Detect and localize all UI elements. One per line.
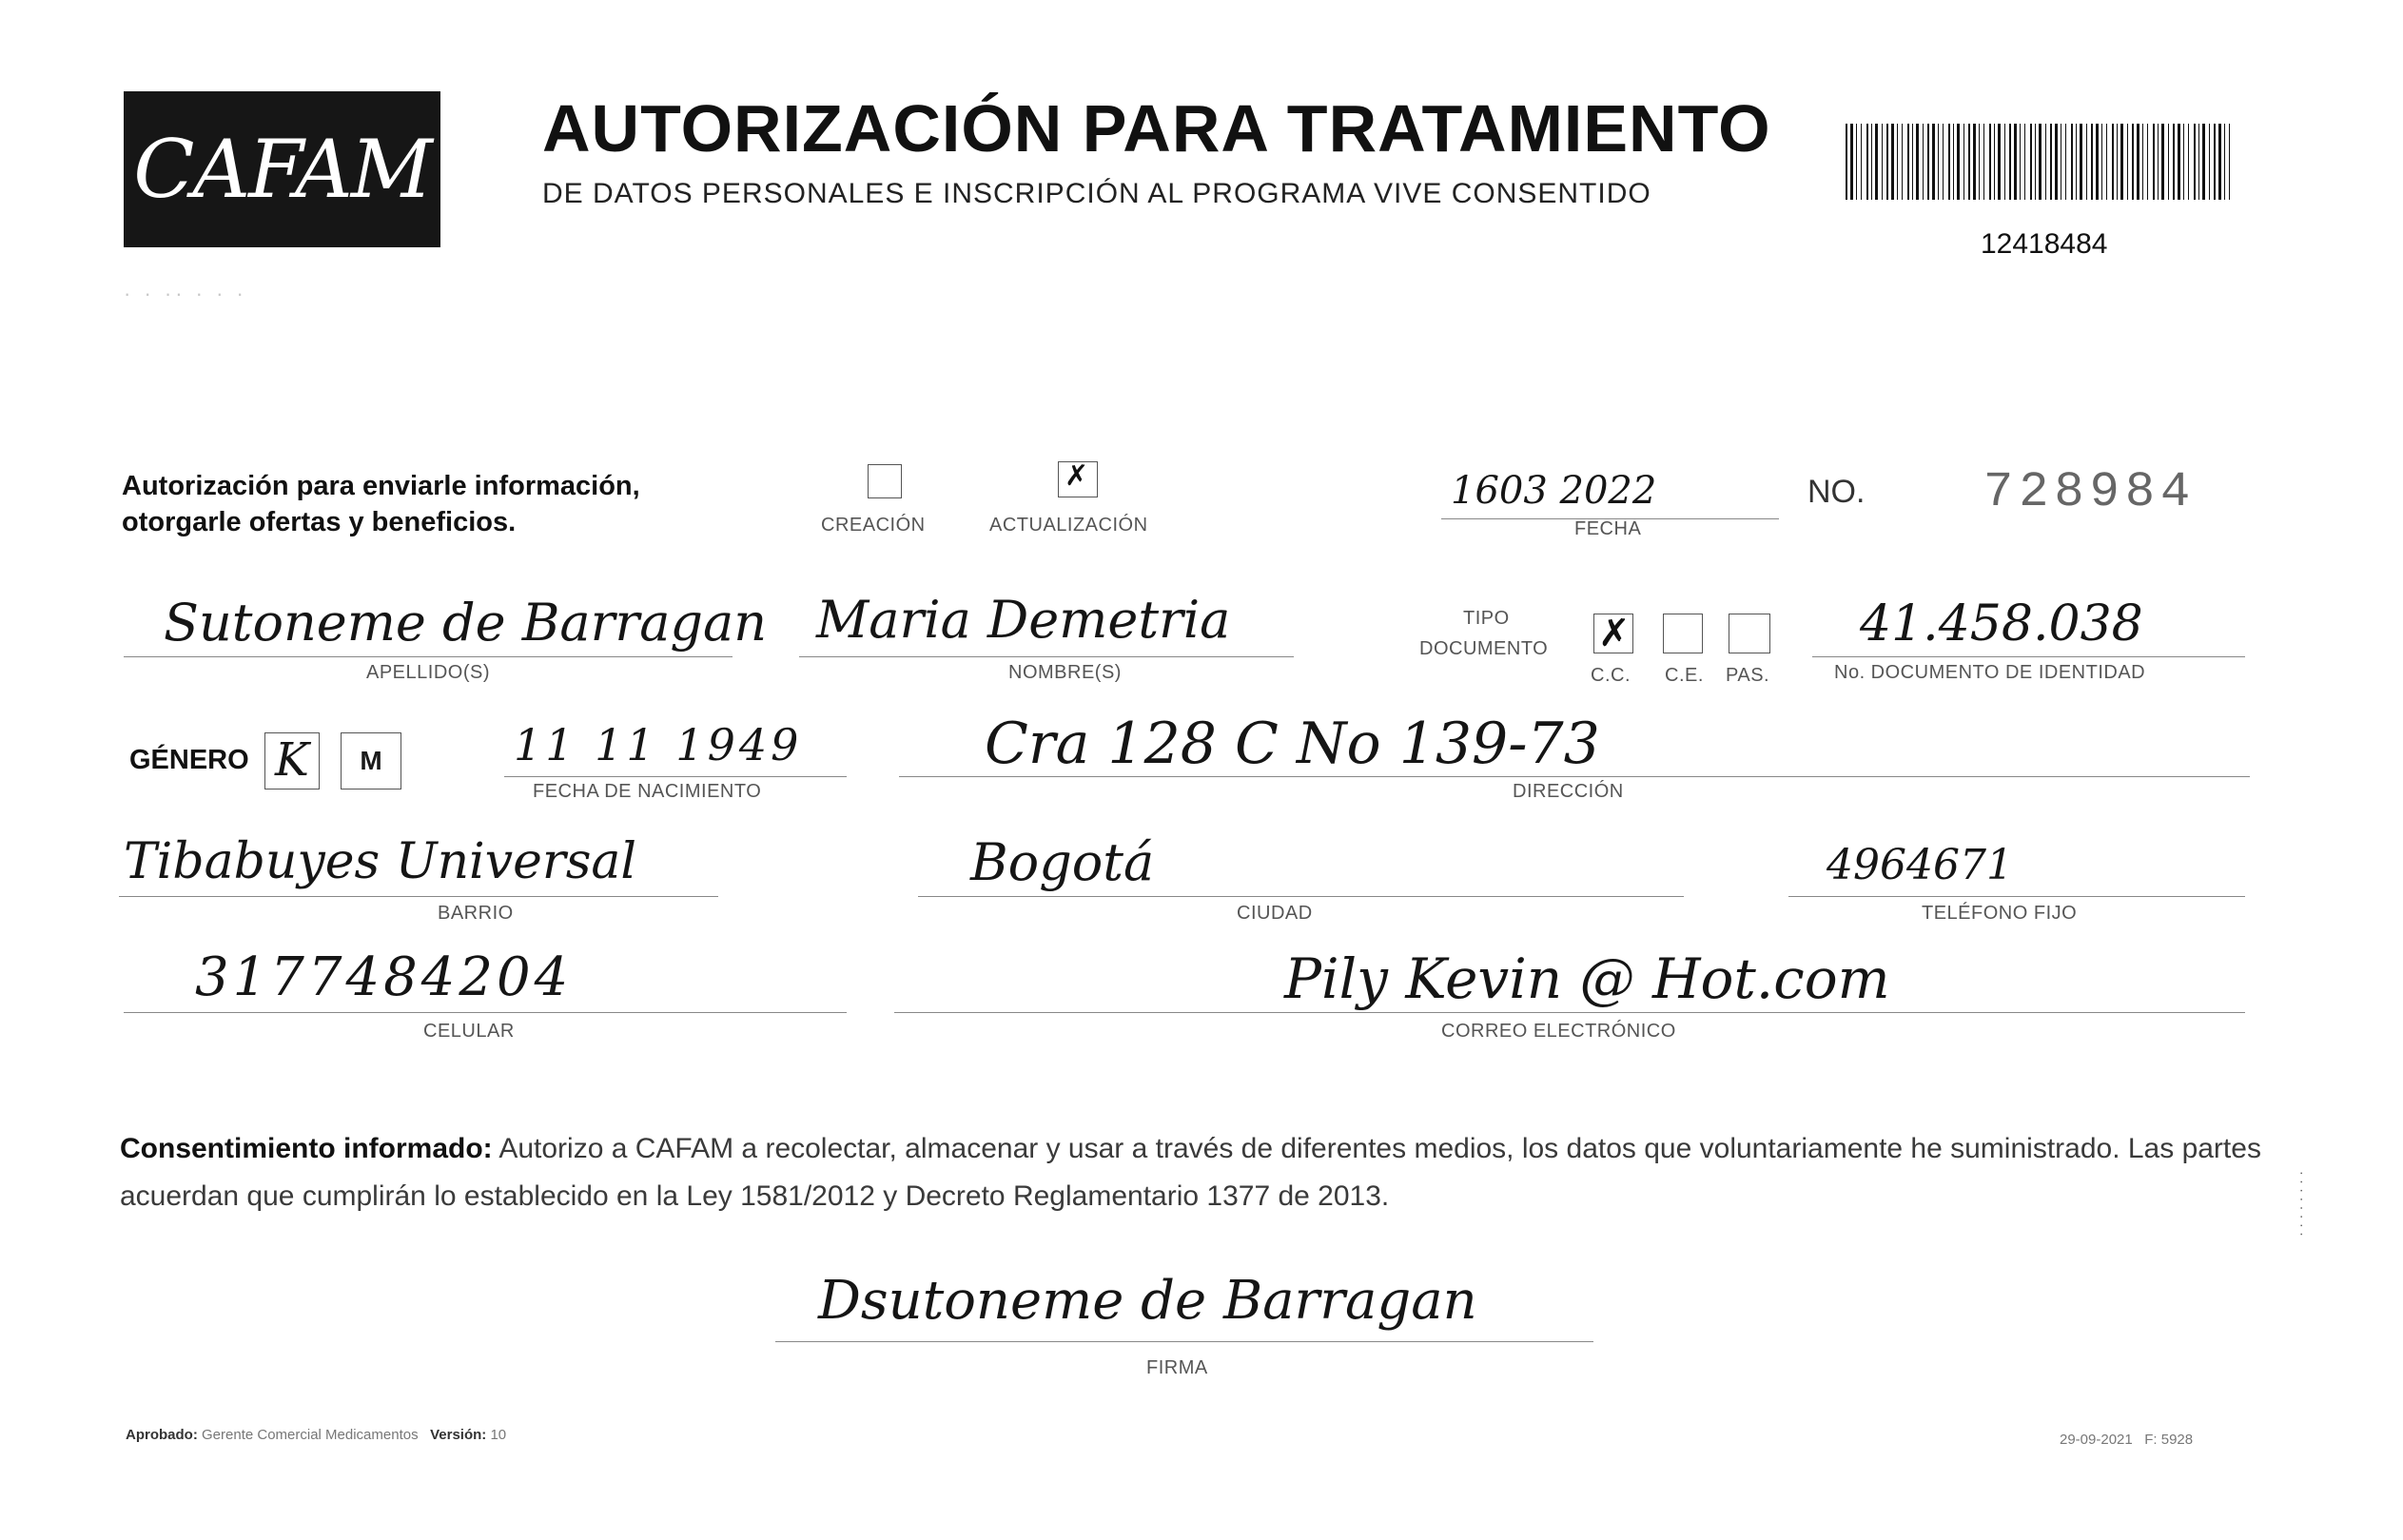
barcode-bar [1983,124,1984,200]
version-label: Versión: [430,1427,487,1443]
barcode-bar [2035,124,2036,200]
ce-label: C.E. [1665,665,1704,686]
telefono-label: TELÉFONO FIJO [1922,903,2078,924]
tipo-label-1: TIPO [1463,608,1510,629]
authorization-line-1: Autorización para enviarle información, [122,471,640,501]
aprobado-label: Aprobado: [126,1427,198,1443]
barcode-bar [1897,124,1898,200]
barcode-bar [2045,124,2046,200]
barcode-bar [1979,124,1980,200]
correo-line [894,1012,2245,1013]
authorization-line-2: otorgarle ofertas y beneficios. [122,507,517,537]
barcode-bar [2161,124,2164,200]
consent-heading: Consentimiento informado: [120,1133,493,1164]
ce-checkbox[interactable] [1663,614,1703,653]
barcode-bar [2065,124,2066,200]
barcode-bar [1871,124,1872,200]
barcode-bar [2137,124,2139,200]
barcode-bar [2030,124,2032,200]
celular-value[interactable]: 3177484204 [195,946,573,1008]
genero-f-checkbox[interactable]: K [264,732,320,789]
direccion-label: DIRECCIÓN [1513,781,1624,802]
barcode-bar [1902,124,1903,200]
ciudad-line [918,896,1684,897]
nombres-value[interactable]: Maria Demetria [816,590,1231,650]
barcode-bar [1973,124,1976,200]
apellidos-value[interactable]: Sutoneme de Barragan [164,593,767,653]
barcode-bar [1850,124,1853,200]
barcode-bar [2147,124,2148,200]
barcode-bar [2096,124,2099,200]
correo-value[interactable]: Pily Kevin @ Hot.com [1284,946,1890,1011]
barcode-bar [2004,124,2005,200]
no-value: 728984 [1983,464,2197,520]
barcode-bar [2142,124,2143,200]
barcode-bar [2188,124,2189,200]
barcode-bar [1846,124,1847,200]
direccion-line [899,776,2250,777]
barcode-bar [2158,124,2159,200]
cc-label: C.C. [1591,665,1631,686]
signature-value[interactable]: Dsutoneme de Barragan [818,1270,1477,1332]
actualizacion-checkbox[interactable]: ✗ [1058,461,1098,497]
barcode-bar [2080,124,2082,200]
barcode-bar [2071,124,2073,200]
form-subtitle: DE DATOS PERSONALES E INSCRIPCIÓN AL PROGRAMA VIVE CONSENTIDO [542,178,1651,209]
date-code: 29-09-2021 [2060,1432,2133,1448]
barcode-bar [2173,124,2175,200]
barcode-bar [1907,124,1909,200]
barcode-bar [2178,124,2180,200]
barcode-bar [2020,124,2021,200]
barcode-bar [2218,124,2221,200]
fecha-label: FECHA [1574,518,1642,539]
fecha-value: 1603 2022 [1451,469,1657,513]
consent-paragraph [120,1125,2289,1220]
nombres-label: NOMBRE(S) [1008,662,1122,683]
barcode-bar [2202,124,2205,200]
barcode-bar [1943,124,1944,200]
barcode-bar [2198,124,2199,200]
barcode-bar [1866,124,1868,200]
barcode-bar [1989,124,1991,200]
barcode-bar [1994,124,1995,200]
fecha-nacimiento-line [504,776,847,777]
barcode-bar [1886,124,1888,200]
correo-label: CORREO ELECTRÓNICO [1441,1021,1676,1042]
barcode-bar [2106,124,2107,200]
barcode-bar [1912,124,1913,200]
barcode-bar [2112,124,2114,200]
barcode-bar [1953,124,1954,200]
form-code: F: 5928 [2144,1432,2194,1448]
pas-checkbox[interactable] [1729,614,1770,653]
authorization-text [122,468,640,540]
barcode-bar [2168,124,2169,200]
barcode-bar [1927,124,1929,200]
footer-codes [2060,1432,2193,1448]
telefono-line [1788,896,2245,897]
barcode-bar [2132,124,2134,200]
no-label: NO. [1807,474,1866,510]
barcode-bar [2117,124,2118,200]
documento-line [1812,656,2245,657]
version-value: 10 [490,1427,507,1443]
barcode [1846,124,2234,200]
barcode-bar [2127,124,2128,200]
barcode-bar [2009,124,2011,200]
genero-label: GÉNERO [129,745,249,775]
creacion-label: CREACIÓN [821,515,926,536]
barcode-bar [2050,124,2052,200]
apellidos-line [124,656,733,657]
barcode-bar [1968,124,1970,200]
fecha-nacimiento-value[interactable]: 11 11 1949 [514,719,803,770]
creacion-checkbox[interactable] [868,464,902,498]
apellidos-label: APELLIDO(S) [366,662,490,683]
genero-m-checkbox[interactable]: M [341,732,401,789]
celular-label: CELULAR [423,1021,515,1042]
barcode-bar [1916,124,1919,200]
barcode-bar [1948,124,1950,200]
barcode-bar [1938,124,1939,200]
documento-label: No. DOCUMENTO DE IDENTIDAD [1834,662,2146,683]
telefono-value[interactable]: 4964671 [1827,841,2013,889]
signature-label: FIRMA [1146,1357,1208,1378]
barcode-bar [2101,124,2102,200]
logo-text: CAFAM [133,123,431,216]
barcode-bar [2086,124,2087,200]
tipo-label-2: DOCUMENTO [1419,638,1549,659]
barcode-bar [2183,124,2184,200]
vertical-marks: · · · · · · · · [2293,1170,2309,1237]
barcode-bar [2039,124,2042,200]
consent-text: Autorizo a CAFAM a recolectar, almacenar y usar a través de diferentes medios, los datos que voluntariamente he suministrado. Las partes acuerdan que cumplirán lo establecido en la Ley 1581/2012 y Decreto Reglamentario 1377 de 2013. [120,1133,2261,1212]
barcode-bar [2209,124,2210,200]
barcode-bar [1932,124,1935,200]
aprobado-value: Gerente Comercial Medicamentos [202,1427,419,1443]
nombres-line [799,656,1294,657]
documento-value[interactable]: 41.458.038 [1860,595,2143,653]
barcode-bar [2120,124,2123,200]
barcode-bar [2214,124,2216,200]
barcode-bar [2014,124,2017,200]
footer-approval [126,1427,506,1443]
form-title: AUTORIZACIÓN PARA TRATAMIENTO [542,91,1771,166]
barrio-line [119,896,718,897]
cafam-logo [124,91,440,247]
barcode-bar [2153,124,2155,200]
barcode-bar [1882,124,1883,200]
barcode-bar [1963,124,1964,200]
ciudad-value[interactable]: Bogotá [970,832,1155,892]
actualizacion-label: ACTUALIZACIÓN [989,515,1148,536]
ciudad-label: CIUDAD [1237,903,1313,924]
barcode-bar [1861,124,1862,200]
faint-marks: · · ·· · · · [124,282,247,305]
barcode-bar [1998,124,2001,200]
barrio-value[interactable]: Tibabuyes Universal [124,833,637,890]
barcode-bar [1891,124,1894,200]
barcode-bar [1957,124,1960,200]
barcode-bar [1875,124,1878,200]
fecha-nacimiento-label: FECHA DE NACIMIENTO [533,781,762,802]
barcode-bar [2224,124,2225,200]
signature-line [775,1341,1593,1342]
pas-label: PAS. [1726,665,1770,686]
barcode-bar [1856,124,1857,200]
barcode-bar [2024,124,2025,200]
barcode-bar [2194,124,2196,200]
barcode-bar [1923,124,1924,200]
barcode-bar [2076,124,2077,200]
barcode-bar [2055,124,2058,200]
barcode-number: 12418484 [1981,228,2108,260]
celular-line [124,1012,847,1013]
direccion-value[interactable]: Cra 128 C No 139-73 [985,711,1600,777]
cc-checkbox[interactable]: ✗ [1593,614,1633,653]
barcode-bar [2091,124,2093,200]
barcode-bar [2229,124,2230,200]
barrio-label: BARRIO [438,903,514,924]
